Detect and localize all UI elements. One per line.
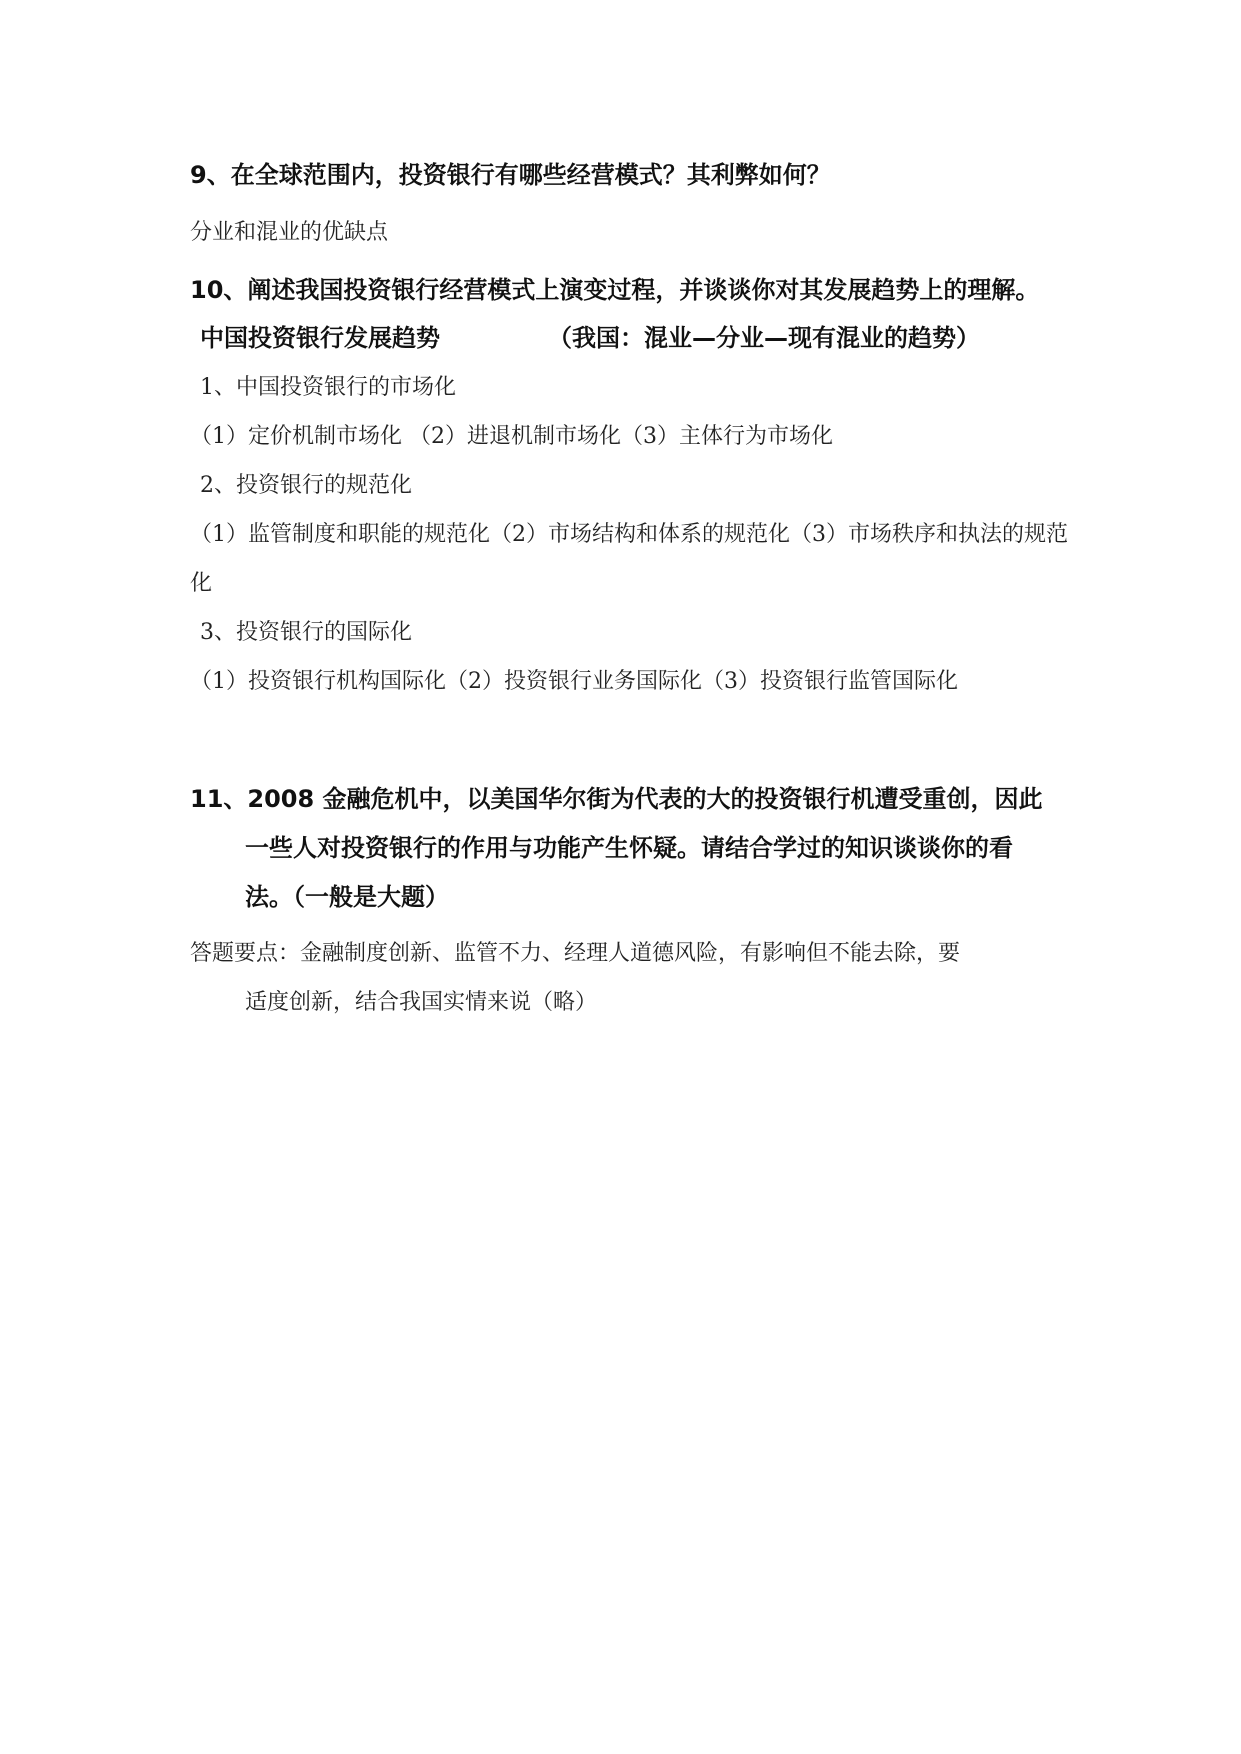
list-item-heading: 2、投资银行的规范化 — [200, 473, 412, 498]
question-11-title: 11、2008 金融危机中，以美国华尔街为代表的大的投资银行机遭受重创，因此 — [190, 785, 1043, 813]
question-10-subtitle — [200, 323, 980, 353]
list-item-heading: 1、中国投资银行的市场化 — [200, 375, 456, 400]
list-item-detail: 化 — [190, 571, 213, 596]
list-item-detail: （1）投资银行机构国际化（2）投资银行业务国际化（3）投资银行监管国际化 — [190, 669, 958, 694]
question-11-answer: 适度创新，结合我国实情来说（略） — [245, 990, 598, 1015]
question-11-title: 法。（一般是大题） — [245, 883, 449, 911]
question-9-answer: 分业和混业的优缺点 — [190, 220, 389, 245]
question-11-title: 一些人对投资银行的作用与功能产生怀疑。请结合学过的知识谈谈你的看 — [245, 834, 1013, 862]
question-11-answer: 答题要点：金融制度创新、监管不力、经理人道德风险，有影响但不能去除，要 — [190, 941, 961, 966]
subtitle-left: 中国投资银行发展趋势 — [200, 324, 440, 352]
question-9-title: 9、在全球范围内，投资银行有哪些经营模式？其利弊如何？ — [190, 161, 831, 189]
list-item-detail: （1）定价机制市场化 （2）进退机制市场化（3）主体行为市场化 — [190, 424, 833, 449]
question-10-title: 10、阐述我国投资银行经营模式上演变过程，并谈谈你对其发展趋势上的理解。 — [190, 276, 1040, 304]
list-item-detail: （1）监管制度和职能的规范化（2）市场结构和体系的规范化（3）市场秩序和执法的规范 — [190, 522, 1068, 547]
subtitle-right: （我国：混业—分业—现有混业的趋势） — [548, 324, 980, 352]
list-item-heading: 3、投资银行的国际化 — [200, 620, 412, 645]
